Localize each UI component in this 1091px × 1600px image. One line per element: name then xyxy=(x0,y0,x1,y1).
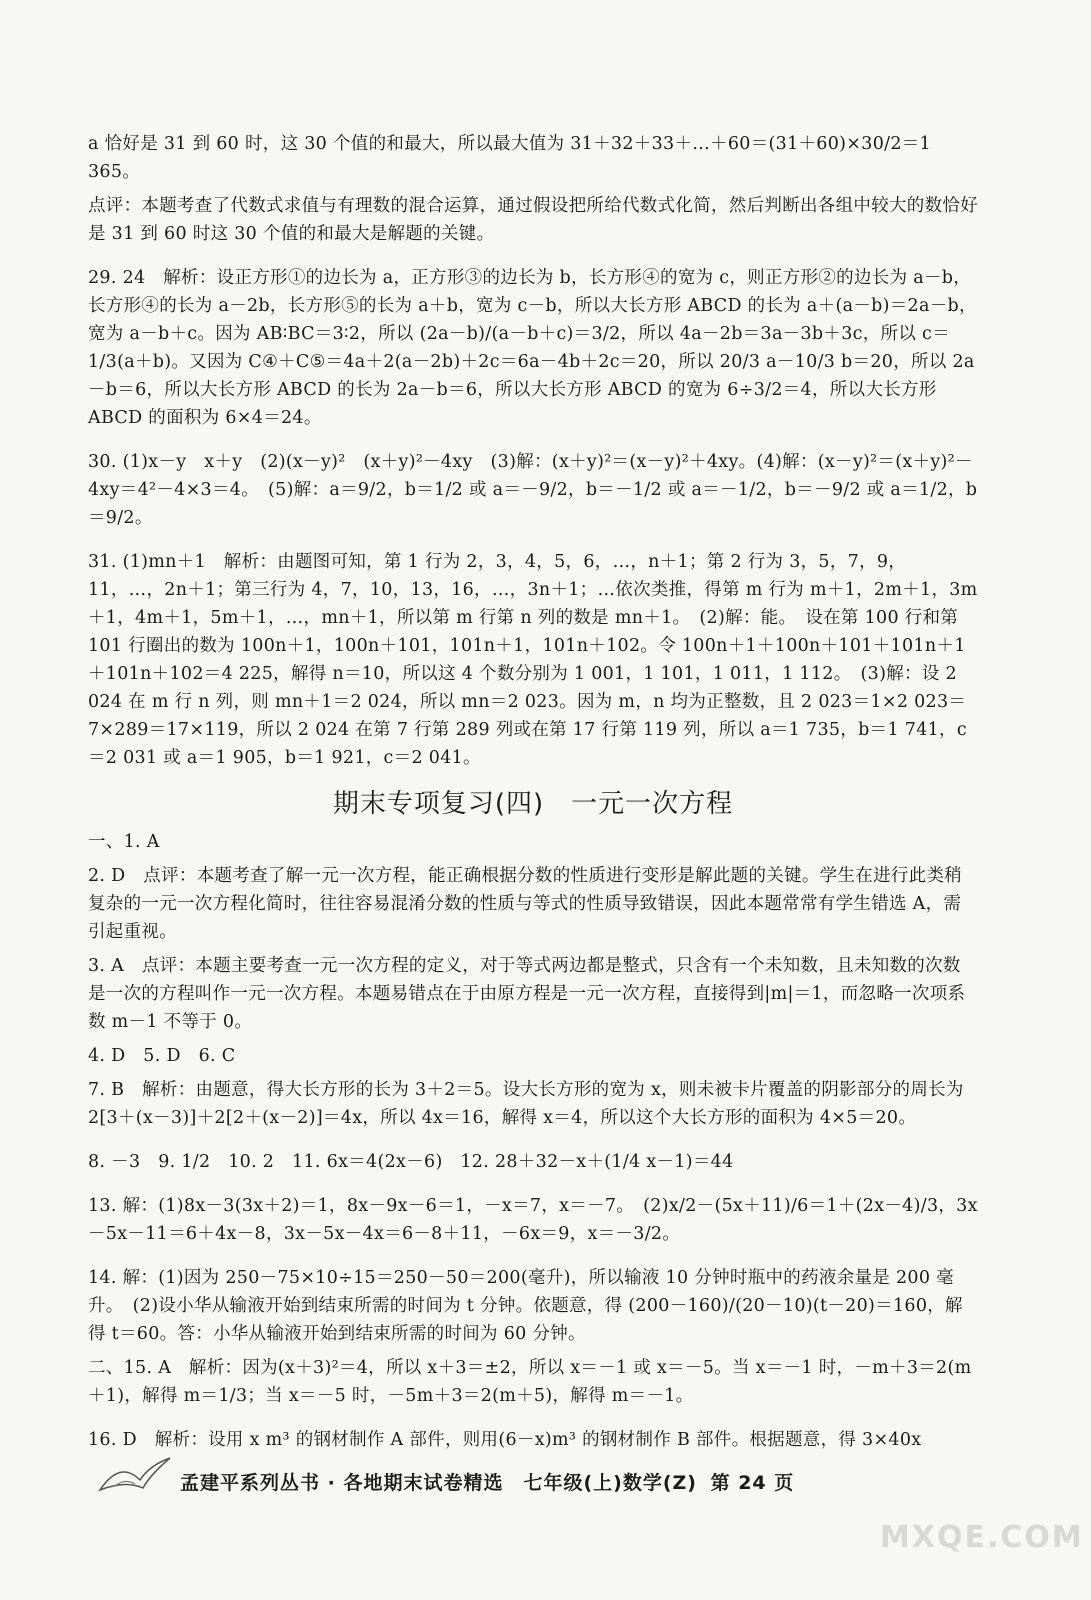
answer-paragraph: 3. A 点评：本题主要考查一元一次方程的定义，对于等式两边都是整式，只含有一个未知数，且未知数的次数是一次的方程叫作一元一次方程。本题易错点在于由原方程是一元一次方程，直接得到|m|＝1，而忽略一次项系数 m－1 不等于 0。 xyxy=(88,956,966,1032)
answer-paragraph: 29. 24 解析：设正方形①的边长为 a，正方形③的边长为 b，长方形④的宽为 c，则正方形②的边长为 a－b，长方形④的长为 a－2b，长方形⑤的长为 a＋b，宽为 c－b，所以大长方形 ABCD 的长为 a＋(a－b)＝2a－b，宽为 a－b＋c。因为 AB∶BC＝3∶2，所以 (2a－b)/(a－b＋c)＝3/2，所以 4a－2b＝3a－3b＋3c，所以 c＝1/3(a＋b)。又因为 C④＋C⑤＝4a＋2(a－2b)＋2c＝6a－4b＋2c＝20，所以 20/3 a－10/3 b＝20，所以 2a－b＝6，所以大长方形 ABCD 的长为 2a－b＝6，所以大长方形 ABCD 的宽为 6÷3/2＝4，所以大长方形 ABCD 的面积为 6×4＝24。 xyxy=(88,268,977,428)
answer-paragraph: 一、1. A xyxy=(88,832,160,852)
answer-text xyxy=(88,130,978,1460)
answer-paragraph: 点评：本题考查了代数式求值与有理数的混合运算，通过假设把所给代数式化简，然后判断出各组中较大的数恰好是 31 到 60 时这 30 个值的和最大是解题的关键。 xyxy=(88,196,978,244)
watermark: MXQE.COM xyxy=(880,1520,1084,1555)
answer-paragraph: 31. (1)mn＋1 解析：由题图可知，第 1 行为 2，3，4，5，6，…，n＋1；第 2 行为 3，5，7，9，11，…，2n＋1；第三行为 4，7，10，13，16，…，3n＋1；…依次类推，得第 m 行为 m＋1，2m＋1，3m＋1，4m＋1，5m＋1，…，mn＋1，所以第 m 行第 n 列的数是 mn＋1。 (2)解：能。 设在第 100 行和第 101 行圈出的数为 100n＋1，100n＋101，101n＋1，101n＋102。令 100n＋1＋100n＋101＋101n＋1＋101n＋102＝4 225，解得 n＝10，所以这 4 个数分别为 1 001，1 101，1 011，1 112。 (3)解：设 2 024 在 m 行 n 列，则 mn＋1＝2 024，所以 mn＝2 023。因为 m，n 均为正整数，且 2 023＝1×2 023＝7×289＝17×119，所以 2 024 在第 7 行第 289 列或在第 17 行第 119 列，所以 a＝1 735，b＝1 741，c＝2 031 或 a＝1 905，b＝1 921，c＝2 041。 xyxy=(88,552,978,768)
answer-paragraph: 二、15. A 解析：因为(x＋3)²＝4，所以 x＋3＝±2，所以 x＝－1 或 x＝－5。当 x＝－1 时，－m＋3＝2(m＋1)，解得 m＝1/3；当 x＝－5 时，－5m＋3＝2(m＋5)，解得 m＝－1。 xyxy=(88,1358,972,1406)
answer-paragraph: 7. B 解析：由题意，得大长方形的长为 3＋2＝5。设大长方形的宽为 x，则未被卡片覆盖的阴影部分的周长为 2[3＋(x－3)]＋2[2＋(x－2)]＝4x，所以 4x＝16，解得 x＝4，所以这个大长方形的面积为 4×5＝20。 xyxy=(88,1080,964,1128)
answer-paragraph: 16. D 解析：设用 x m³ 的钢材制作 A 部件，则用(6－x)m³ 的钢材制作 B 部件。根据题意，得 3×40x xyxy=(88,1430,922,1450)
answer-paragraph: 14. 解：(1)因为 250－75×10÷15＝250－50＝200(毫升)，所以输液 10 分钟时瓶中的药液余量是 200 毫升。 (2)设小华从输液开始到结束所需的时间为 t 分钟。依题意，得 (200－160)/(20－10)(t－20)＝160，解得 t＝60。答：小华从输液开始到结束所需的时间为 60 分钟。 xyxy=(88,1268,963,1344)
answer-paragraph: 30. (1)x－y x＋y (2)(x－y)² (x＋y)²－4xy (3)解：(x＋y)²＝(x－y)²＋4xy。(4)解：(x－y)²＝(x＋y)²－4xy＝4²－4×3＝4。 (5)解：a＝9/2，b＝1/2 或 a＝－9/2，b＝－1/2 或 a＝－1/2，b＝－9/2 或 a＝1/2，b＝9/2。 xyxy=(88,452,978,528)
page-footer xyxy=(180,1468,940,1495)
answer-paragraph: 4. D 5. D 6. C xyxy=(88,1046,236,1066)
book-series: 孟建平系列丛书 · 各地期末试卷精选 七年级(上)数学(Z) xyxy=(180,1472,697,1494)
page-number: 第 24 页 xyxy=(710,1472,795,1494)
answer-paragraph: 2. D 点评：本题考查了解一元一次方程，能正确根据分数的性质进行变形是解此题的关键。学生在进行此类稍复杂的一元一次方程化简时，往往容易混淆分数的性质与等式的性质导致错误，因此本题常常有学生错选 A，需引起重视。 xyxy=(88,866,963,942)
answer-paragraph: a 恰好是 31 到 60 时，这 30 个值的和最大，所以最大值为 31＋32＋33＋…＋60＝(31＋60)×30/2＝1 365。 xyxy=(88,134,931,182)
answer-paragraph: 8. －3 9. 1/2 10. 2 11. 6x＝4(2x－6) 12. 28＋32－x＋(1/4 x－1)＝44 xyxy=(88,1152,734,1172)
bird-logo-icon xyxy=(95,1450,175,1500)
section-title: 期末专项复习(四) 一元一次方程 xyxy=(332,789,734,819)
answer-paragraph: 13. 解：(1)8x－3(3x＋2)＝1，8x－9x－6＝1，－x＝7，x＝－7。 (2)x/2－(5x＋11)/6＝1＋(2x－4)/3，3x－5x－11＝6＋4x－8，3x－5x－4x＝6－8＋11，－6x＝9，x＝－3/2。 xyxy=(88,1196,978,1244)
